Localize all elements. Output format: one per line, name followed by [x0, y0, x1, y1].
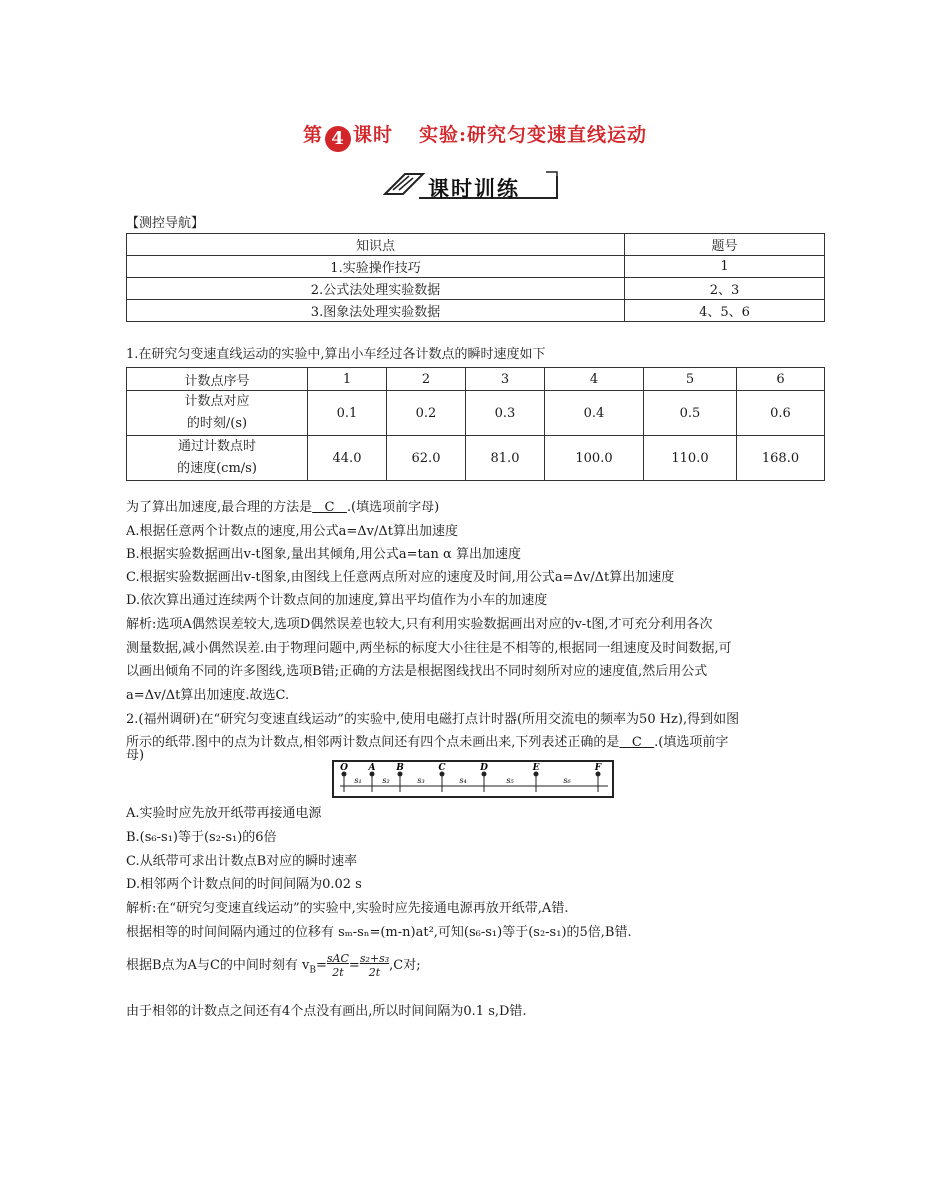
table-row: [127, 368, 825, 391]
tape-segment-label: s₄: [459, 776, 467, 785]
q1-option-c: C.根据实验数据画出v-t图象,由图线上任意两点所对应的速度及时间,用公式a=Δv/Δt算出加速度: [126, 570, 675, 585]
table-cell: 100.0: [545, 436, 644, 481]
subscript: B: [309, 965, 316, 976]
table-cell: 62.0: [387, 436, 466, 481]
title-suffix: 课时: [352, 124, 393, 146]
table-cell: 44.0: [308, 436, 387, 481]
table-header: 计数点序号: [127, 368, 308, 391]
table-cell: 1: [625, 256, 825, 278]
table-cell: 81.0: [466, 436, 545, 481]
row-label-line: 的速度(cm/s): [177, 461, 257, 476]
table-cell: 5: [644, 368, 737, 391]
table-cell: 168.0: [737, 436, 825, 481]
table-header: 知识点: [127, 234, 625, 256]
q1-option-a: A.根据任意两个计数点的速度,用公式a=Δv/Δt算出加速度: [126, 524, 459, 539]
table-cell: 3.图象法处理实验数据: [127, 300, 625, 322]
q2-stem-line: 2.(福州调研)在“研究匀变速直线运动”的实验中,使用电磁打点计时器(所用交流电的频率为50 Hz),得到如图: [126, 712, 740, 727]
q2-stem-text: 所示的纸带.图中的点为计数点,相邻两计数点间还有四个点未画出来,下列表述正确的是: [126, 735, 620, 750]
q1-answer: [312, 500, 347, 515]
fraction: [327, 952, 349, 980]
q1-analysis-line: 测量数据,减小偶然误差.由于物理问题中,两坐标的标度大小往往是不相等的,根据同一组速度及时间数据,可: [126, 641, 732, 656]
table-row: [127, 436, 825, 481]
q1-option-d: D.依次算出通过连续两个计数点间的加速度,算出平均值作为小车的加速度: [126, 593, 548, 608]
q1-question-tail: .(填选项前字母): [346, 500, 440, 515]
q2-answer-letter: C: [631, 735, 642, 750]
table-cell: 0.5: [644, 391, 737, 436]
table-header: 题号: [625, 234, 825, 256]
q1-answer-letter: C: [324, 500, 335, 515]
analysis-text: ,C对;: [389, 958, 421, 973]
q1-data-table: [126, 367, 825, 481]
q2-analysis-line: [126, 951, 421, 986]
table-cell: 110.0: [644, 436, 737, 481]
tape-segment-label: s₂: [382, 776, 390, 785]
analysis-text: 根据B点为A与C的中间时刻有 v: [126, 958, 310, 973]
table-row: [127, 300, 825, 322]
paper-tape-svg: [332, 760, 614, 798]
row-label-line: 的时刻/(s): [186, 416, 248, 431]
q1-option-b: B.根据实验数据画出v-t图象,量出其倾角,用公式a=tan α 算出加速度: [126, 547, 521, 562]
tape-point-label: D: [480, 763, 488, 773]
table-cell: 6: [737, 368, 825, 391]
fraction-denominator: 2t: [368, 965, 381, 979]
table-header: [127, 391, 308, 436]
table-row: [127, 278, 825, 300]
title-main: 实验:研究匀变速直线运动: [419, 124, 648, 146]
table-header: [127, 436, 308, 481]
q2-analysis-line: 解析:在“研究匀变速直线运动”的实验中,实验时应先接通电源再放开纸带,A错.: [126, 901, 569, 916]
table-cell: 0.3: [466, 391, 545, 436]
q2-option-d: D.相邻两个计数点间的时间间隔为0.02 s: [126, 877, 362, 892]
row-label-line: 计数点对应: [184, 394, 250, 409]
practice-banner: [383, 168, 563, 202]
tape-point-label: A: [368, 763, 376, 773]
q2-answer: [619, 735, 654, 750]
table-row: [127, 256, 825, 278]
tape-point-label: O: [340, 763, 348, 773]
equals-sign: =: [316, 958, 327, 973]
q1-question: [126, 497, 439, 519]
table-row: [127, 234, 825, 256]
lesson-number-badge: 4: [325, 126, 351, 152]
fraction-numerator: s₂+s₃: [359, 951, 390, 965]
tape-point-label: E: [532, 763, 540, 773]
equals-sign: =: [348, 958, 360, 973]
q2-option-b: B.(s₆-s₁)等于(s₂-s₁)的6倍: [126, 830, 277, 845]
q1-analysis-line: 解析:选项A偶然误差较大,选项D偶然误差也较大,只有利用实验数据画出对应的v-t图,才可充分利用各次: [126, 617, 713, 632]
q1-analysis-line: 以画出倾角不同的许多图线,选项B错;正确的方法是根据图线找出不同时刻所对应的速度值,然后用公式: [126, 664, 708, 679]
q2-analysis-line: 根据相等的时间间隔内通过的位移有 sₘ-sₙ=(m-n)at²,可知(s₆-s₁)等于(s₂-s₁)的5倍,B错.: [126, 925, 632, 940]
tape-segment-label: s₆: [563, 776, 571, 785]
nav-heading: 【测控导航】: [126, 216, 205, 231]
table-cell: 0.1: [308, 391, 387, 436]
q2-option-a: A.实验时应先放开纸带再接通电源: [126, 806, 322, 821]
table-cell: 4、5、6: [625, 300, 825, 322]
fraction-numerator: sAC: [326, 951, 349, 965]
tape-point-label: F: [594, 763, 602, 773]
title-prefix: 第: [302, 124, 323, 146]
banner-text: 课时训练: [428, 177, 520, 201]
table-cell: 0.2: [387, 391, 466, 436]
fraction: [360, 952, 389, 980]
q2-stem-tail: .(填选项前字: [654, 735, 729, 750]
q2-analysis-line: 由于相邻的计数点之间还有4个点没有画出,所以时间间隔为0.1 s,D错.: [126, 1004, 527, 1019]
table-cell: 3: [466, 368, 545, 391]
lesson-title: [0, 120, 950, 152]
table-row: [127, 391, 825, 436]
table-cell: 0.6: [737, 391, 825, 436]
row-label-line: 通过计数点时: [177, 439, 256, 454]
q1-question-text: 为了算出加速度,最合理的方法是: [126, 500, 313, 515]
table-cell: 4: [545, 368, 644, 391]
q2-stem-line: [126, 732, 728, 754]
tape-segment-label: s₅: [506, 776, 514, 785]
paper-tape-figure: [332, 760, 614, 798]
q2-option-c: C.从纸带可求出计数点B对应的瞬时速率: [126, 854, 358, 869]
table-cell: 2: [387, 368, 466, 391]
table-cell: 0.4: [545, 391, 644, 436]
tape-segment-label: s₃: [417, 776, 425, 785]
tape-point-label: C: [438, 763, 446, 773]
nav-table: [126, 233, 825, 322]
table-cell: 2.公式法处理实验数据: [127, 278, 625, 300]
q1-analysis-line: a=Δv/Δt算出加速度.故选C.: [126, 688, 290, 703]
table-cell: 1: [308, 368, 387, 391]
tape-point-label: B: [396, 763, 404, 773]
q2-stem-line: 母): [126, 748, 145, 763]
table-cell: 2、3: [625, 278, 825, 300]
fraction-denominator: 2t: [332, 965, 344, 979]
q1-stem: 1.在研究匀变速直线运动的实验中,算出小车经过各计数点的瞬时速度如下: [126, 347, 546, 362]
table-cell: 1.实验操作技巧: [127, 256, 625, 278]
tape-segment-label: s₁: [354, 776, 362, 785]
